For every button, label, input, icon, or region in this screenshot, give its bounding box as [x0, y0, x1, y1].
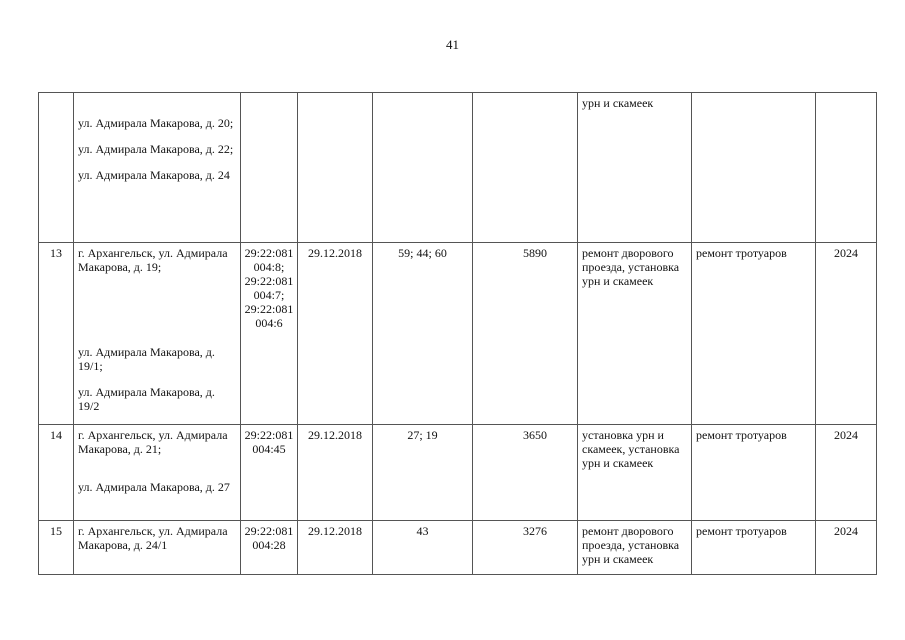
page-number: 41: [446, 37, 459, 52]
cadastral-number: 29:22:081 004:28: [244, 524, 294, 552]
year-cell: 2024: [816, 425, 877, 521]
address-cell: [74, 93, 241, 243]
address-line: ул. Адмирала Макарова, д. 27: [78, 480, 230, 494]
row-number: [39, 93, 74, 243]
row-number: 15: [39, 521, 74, 575]
flats-cell: [373, 93, 473, 243]
address-line: ул. Адмирала Макарова, д. 20;: [78, 116, 234, 130]
extra-works-cell: ремонт тротуаров: [692, 243, 816, 425]
cadastral-cell: [241, 93, 298, 243]
table-row: [39, 243, 877, 425]
cadastral-cell: [241, 521, 298, 575]
address-line: ул. Адмирала Макарова, д. 19/1;: [78, 345, 215, 373]
area-cell: [473, 93, 578, 243]
flats-cell: 59; 44; 60: [373, 243, 473, 425]
date-cell: [298, 93, 373, 243]
year-cell: [816, 93, 877, 243]
objects-table: [38, 92, 877, 575]
date-cell: 29.12.2018: [298, 521, 373, 575]
address-line: г. Архангельск, ул. Адмирала Макарова, д. 19;: [78, 246, 228, 274]
flats-cell: 43: [373, 521, 473, 575]
address-line: ул. Адмирала Макарова, д. 22;: [78, 142, 234, 156]
area-cell: 3650: [473, 425, 578, 521]
cadastral-number: 29:22:081 004:45: [244, 428, 294, 456]
address-line: г. Архангельск, ул. Адмирала Макарова, д. 24/1: [78, 524, 228, 552]
row-number: 13: [39, 243, 74, 425]
cadastral-cell: [241, 425, 298, 521]
address-cell: [74, 425, 241, 521]
address-line: ул. Адмирала Макарова, д. 24: [78, 168, 230, 182]
extra-works-cell: ремонт тротуаров: [692, 425, 816, 521]
works-cell: установка урн и скамеек, установка урн и скамеек: [578, 425, 692, 521]
cadastral-cell: [241, 243, 298, 425]
area-cell: 3276: [473, 521, 578, 575]
date-cell: 29.12.2018: [298, 425, 373, 521]
table-row: [39, 425, 877, 521]
year-cell: 2024: [816, 521, 877, 575]
cadastral-number: 29:22:081 004:8;: [244, 246, 294, 274]
table-row: [39, 93, 877, 243]
table-row: [39, 521, 877, 575]
works-cell: ремонт дворового проезда, установка урн и скамеек: [578, 521, 692, 575]
works-cell: урн и скамеек: [578, 93, 692, 243]
cadastral-number: 29:22:081 004:7;: [244, 274, 294, 302]
extra-works-cell: [692, 93, 816, 243]
cadastral-number: 29:22:081 004:6: [244, 302, 294, 330]
area-cell: 5890: [473, 243, 578, 425]
extra-works-cell: ремонт тротуаров: [692, 521, 816, 575]
date-cell: 29.12.2018: [298, 243, 373, 425]
address-cell: [74, 243, 241, 425]
address-line: г. Архангельск, ул. Адмирала Макарова, д. 21;: [78, 428, 228, 456]
year-cell: 2024: [816, 243, 877, 425]
works-cell: ремонт дворового проезда, установка урн и скамеек: [578, 243, 692, 425]
address-line: ул. Адмирала Макарова, д. 19/2: [78, 385, 215, 413]
flats-cell: 27; 19: [373, 425, 473, 521]
address-cell: [74, 521, 241, 575]
row-number: 14: [39, 425, 74, 521]
